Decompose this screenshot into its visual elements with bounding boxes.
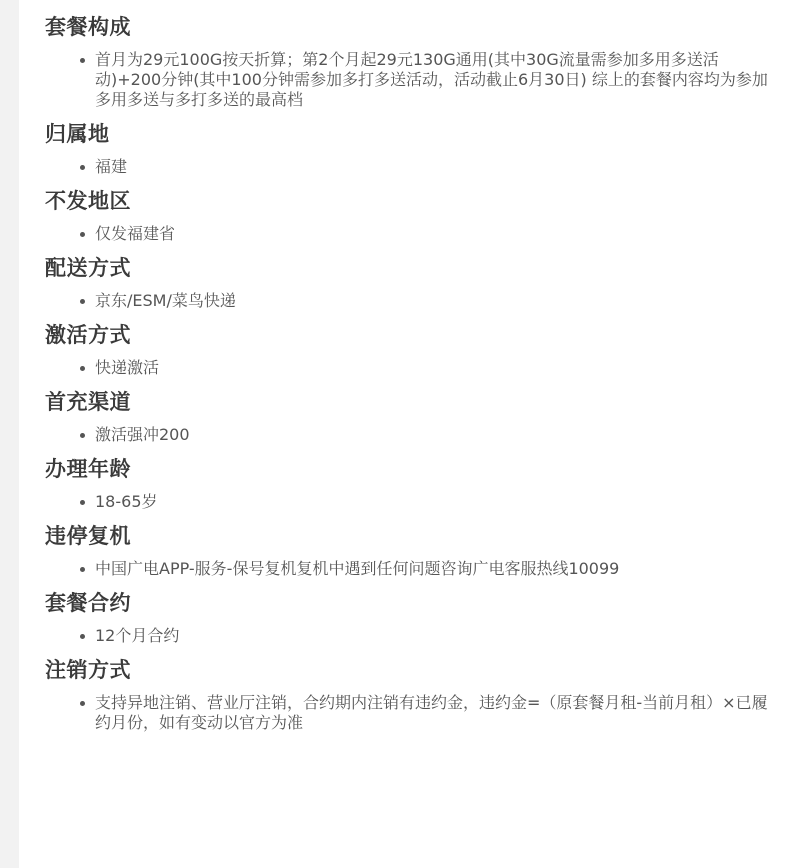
- section-heading: 首充渠道: [45, 390, 131, 414]
- section-contract: [45, 587, 775, 646]
- section-delivery: [45, 252, 775, 311]
- section-home-location: [45, 118, 775, 177]
- section-heading: 配送方式: [45, 256, 131, 280]
- list-item: 激活强冲200: [95, 425, 775, 445]
- section-heading: 套餐构成: [45, 15, 131, 39]
- section-package: [45, 11, 775, 110]
- section-heading: 激活方式: [45, 323, 131, 347]
- list-item: 18-65岁: [95, 492, 775, 512]
- list-item: 支持异地注销、营业厅注销，合约期内注销有违约金，违约金=（原套餐月租-当前月租）×已履约月份，如有变动以官方为准: [95, 693, 775, 733]
- list-item: 京东/ESM/菜鸟快递: [95, 291, 775, 311]
- section-restore-service: [45, 520, 775, 579]
- list-item: 中国广电APP-服务-保号复机复机中遇到任何问题咨询广电客服热线10099: [95, 559, 775, 579]
- section-no-ship-regions: [45, 185, 775, 244]
- section-list: [45, 559, 775, 579]
- section-age: [45, 453, 775, 512]
- section-heading: 办理年龄: [45, 457, 131, 481]
- list-item: 12个月合约: [95, 626, 775, 646]
- section-heading: 不发地区: [45, 189, 131, 213]
- section-heading: 注销方式: [45, 658, 131, 682]
- section-cancellation: [45, 654, 775, 733]
- section-heading: 归属地: [45, 122, 110, 146]
- section-activation: [45, 319, 775, 378]
- section-list: [45, 693, 775, 733]
- section-list: [45, 224, 775, 244]
- section-list: [45, 492, 775, 512]
- section-list: [45, 626, 775, 646]
- section-heading: 违停复机: [45, 524, 131, 548]
- left-border: [0, 0, 19, 868]
- article-content: [45, 11, 775, 741]
- section-list: [45, 50, 775, 110]
- section-heading: 套餐合约: [45, 591, 131, 615]
- section-list: [45, 425, 775, 445]
- list-item: 福建: [95, 157, 775, 177]
- list-item: 首月为29元100G按天折算；第2个月起29元130G通用(其中30G流量需参加多用多送活动)+200分钟(其中100分钟需参加多打多送活动，活动截止6月30日) 综上的套餐内容均为参加多用多送与多打多送的最高档: [95, 50, 775, 110]
- section-first-recharge: [45, 386, 775, 445]
- section-list: [45, 358, 775, 378]
- section-list: [45, 291, 775, 311]
- section-list: [45, 157, 775, 177]
- list-item: 仅发福建省: [95, 224, 775, 244]
- list-item: 快递激活: [95, 358, 775, 378]
